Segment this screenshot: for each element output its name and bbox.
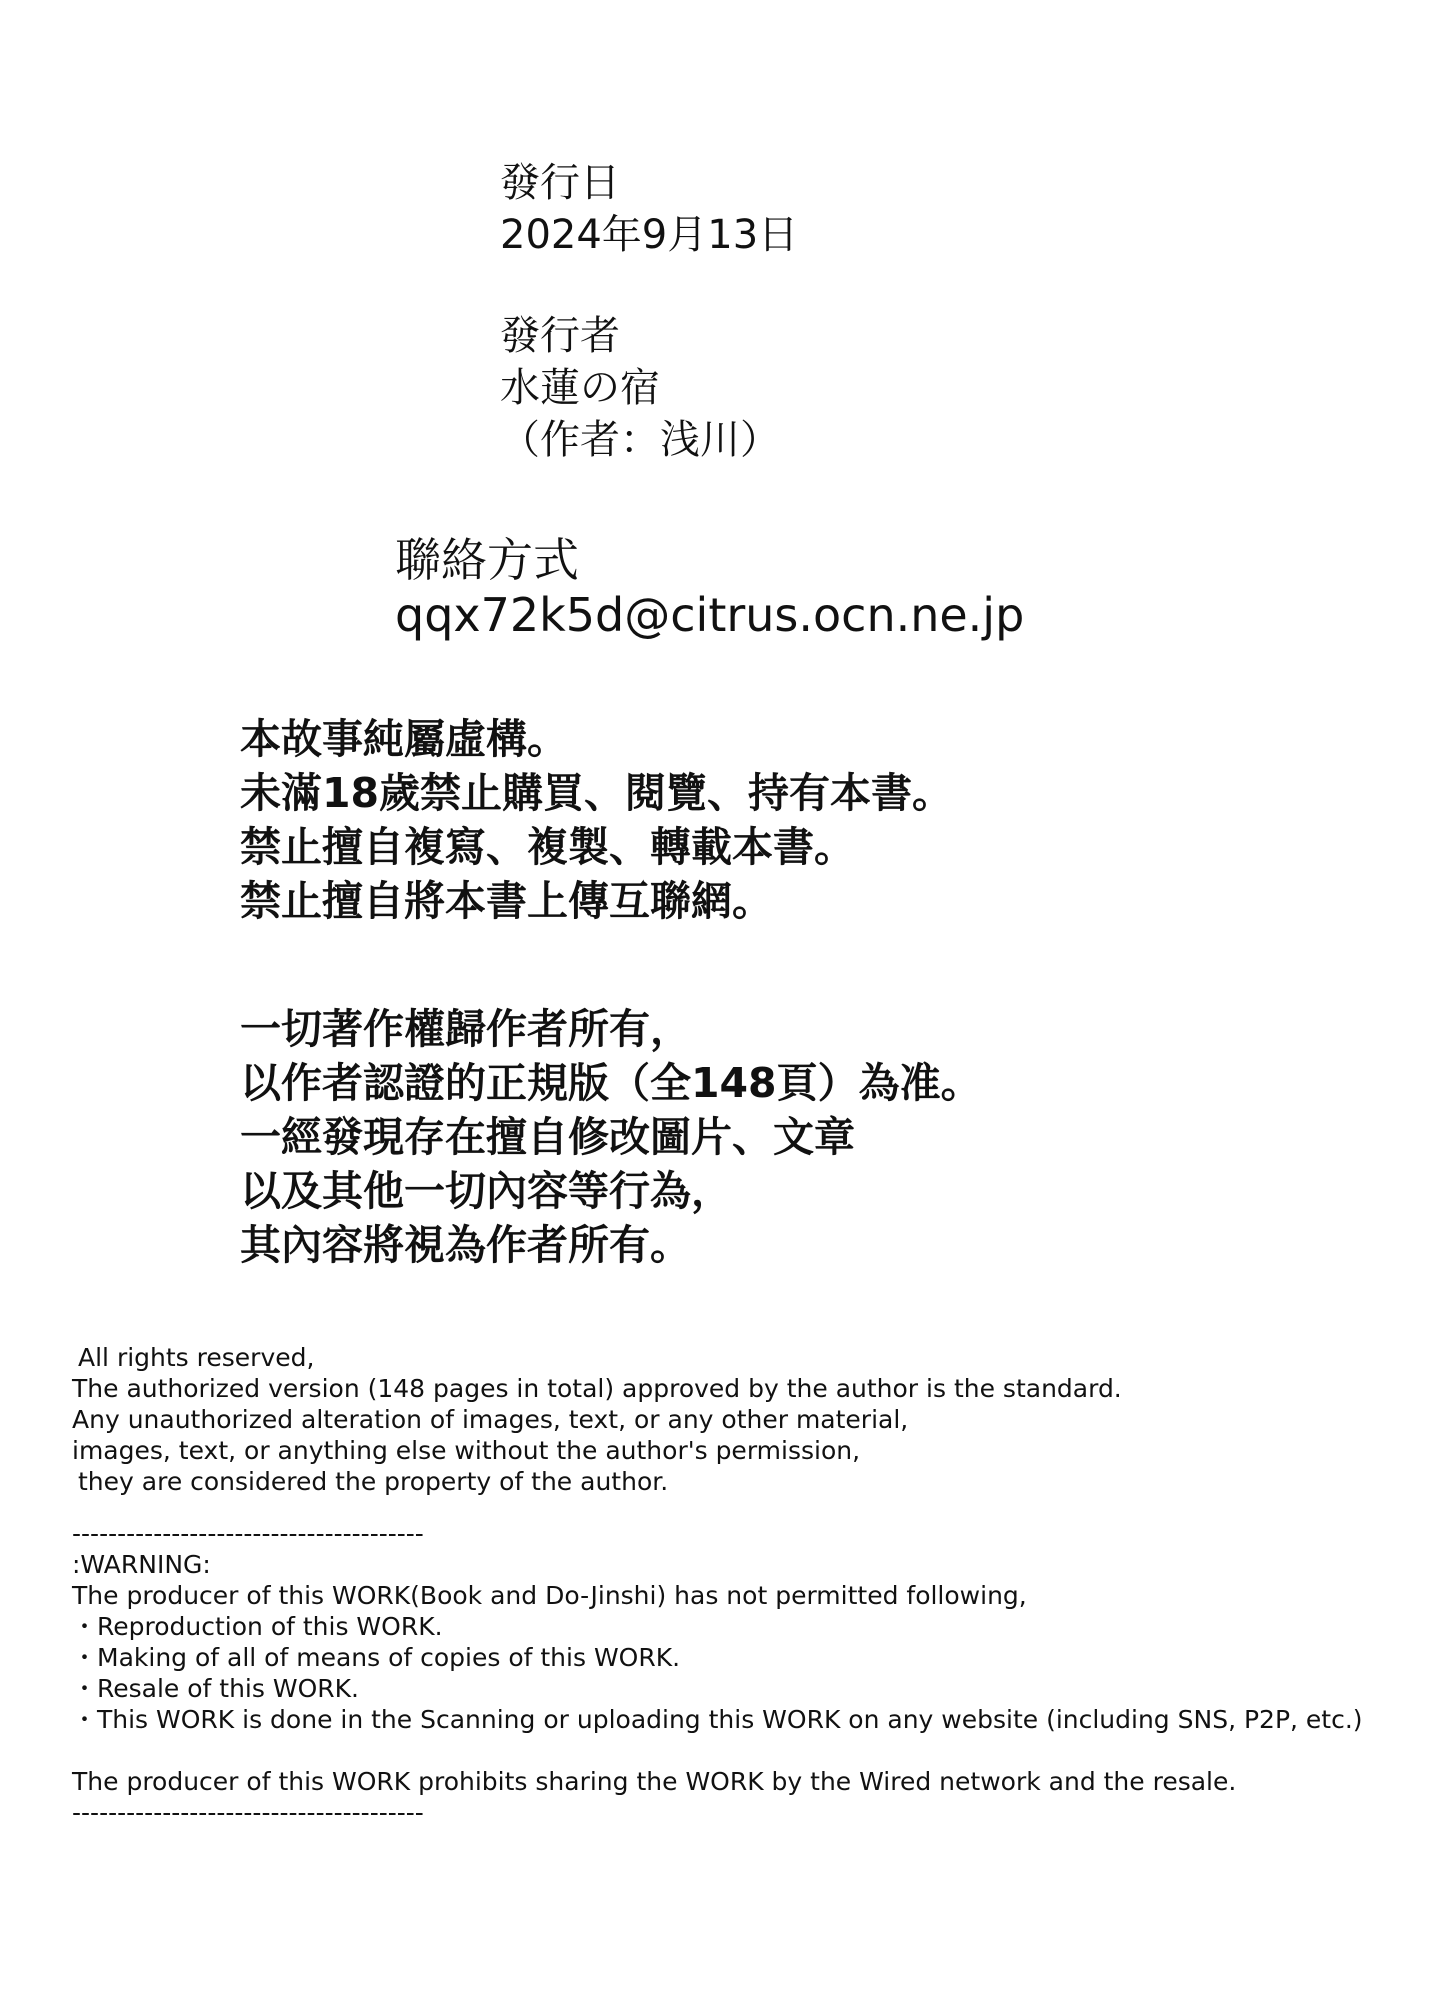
warning-item: ・Reproduction of this WORK. [72,1612,443,1641]
notice-line: 未滿18歲禁止購買、閱覽、持有本書。 [240,769,954,817]
rights-en-line: they are considered the property of the author. [78,1467,669,1496]
warning-intro: The producer of this WORK(Book and Do-Jinshi) has not permitted following, [72,1581,1027,1610]
warning-item: ・This WORK is done in the Scanning or uploading this WORK on any website (including SNS, P2P, etc.) [72,1705,1363,1734]
publisher-label: 發行者 [500,313,620,359]
divider-top: --------------------------------------- [72,1519,424,1548]
rights-zh-line: 其內容將視為作者所有。 [240,1221,691,1269]
warning-item: ・Making of all of means of copies of this WORK. [72,1643,681,1672]
publish-date-label: 發行日 [500,160,620,206]
warning-item: ・Resale of this WORK. [72,1674,359,1703]
contact-label: 聯絡方式 [395,533,579,587]
notice-line: 禁止擅自將本書上傳互聯網。 [240,877,773,925]
warning-closing: The producer of this WORK prohibits sharing the WORK by the Wired network and the resale. [72,1767,1237,1796]
rights-zh-line: 以及其他一切內容等行為， [240,1167,732,1215]
rights-zh-line: 一經發現存在擅自修改圖片、文章 [240,1113,855,1161]
divider-bottom: --------------------------------------- [72,1798,424,1827]
rights-zh-line: 以作者認證的正規版（全148頁）為准。 [240,1059,982,1107]
publish-date-value: 2024年9月13日 [500,212,799,258]
rights-en-line: images, text, or anything else without the author's permission, [72,1436,861,1465]
warning-heading: :WARNING: [72,1550,211,1579]
rights-en-line: Any unauthorized alteration of images, text, or any other material, [72,1405,909,1434]
rights-en-line: All rights reserved, [78,1343,315,1372]
publisher-name: 水蓮の宿 [500,365,660,411]
notice-line: 本故事純屬虛構。 [240,715,568,763]
rights-zh-line: 一切著作權歸作者所有， [240,1005,691,1053]
rights-en-line: The authorized version (148 pages in total) approved by the author is the standard. [72,1374,1122,1403]
notice-line: 禁止擅自複寫、複製、轉載本書。 [240,823,855,871]
author-note: （作者：浅川） [500,417,780,463]
contact-email: qqx72k5d@citrus.ocn.ne.jp [395,588,1025,642]
